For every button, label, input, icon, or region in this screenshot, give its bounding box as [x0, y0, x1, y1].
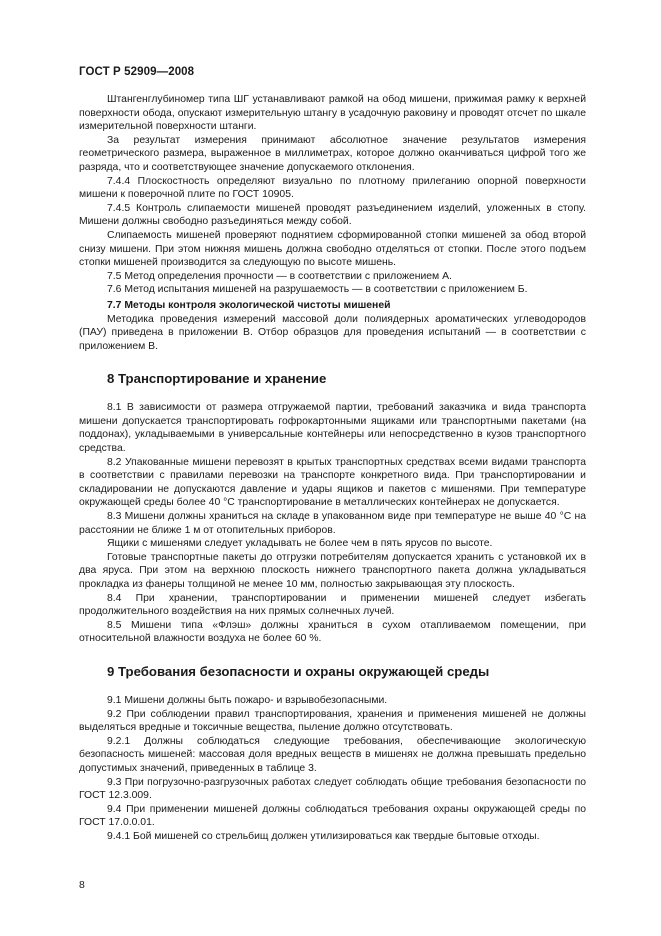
paragraph: Слипаемость мишеней проверяют поднятием сформированной стопки мишеней за обод второй снизу мишени. При этом нижняя мишень должна свободно отделяться от стопки. После этого подъем стопки мишеней производится за следующую по высоте мишень. [79, 229, 586, 269]
section-heading-8: 8 Транспортирование и хранение [107, 371, 327, 387]
page-number: 8 [79, 880, 85, 891]
paragraph: Ящики с мишенями следует укладывать не более чем в пять ярусов по высоте. [107, 538, 493, 550]
paragraph: Штангенглубиномер типа ШГ устанавливают рамкой на обод мишени, прижимая рамку к верхней поверхности обода, опускают измерительную штангу в усадочную раковину и проводят отсчет по шкале измерительной поверхности штанги. [79, 94, 586, 133]
paragraph: 9.1 Мишени должны быть пожаро- и взрывобезопасными. [107, 694, 388, 706]
paragraph: 9.3 При погрузочно-разгрузочных работах следует соблюдать общие требования безопасности по ГОСТ 12.3.009. [79, 776, 586, 802]
paragraph: 8.4 При хранении, транспортировании и применении мишеней следует избегать продолжительного воздействия на них прямых солнечных лучей. [79, 592, 586, 618]
paragraph: 9.4 При применении мишеней должны соблюдаться требования охраны окружающей среды по ГОСТ 17.0.0.01. [79, 803, 586, 829]
paragraph: 8.1 В зависимости от размера отгружаемой партии, требований заказчика и вида транспорта мишени допускается транспортировать гофрокартонными ящиками или транспортными пакетами (на поддонах), укладываемыми в универсальные контейнеры или непосредственно в кузов транспортного средства. [79, 402, 586, 455]
section-heading-9: 9 Требования безопасности и охраны окружающей среды [107, 663, 490, 679]
subsection-heading: 7.7 Методы контроля экологической чистоты мишеней [107, 299, 391, 311]
document-body [79, 93, 586, 844]
paragraph: Готовые транспортные пакеты до отгрузки потребителям допускается хранить с установкой их в два яруса. При этом на верхнюю плоскость нижнего транспортного пакета должна укладываться прокладка из фанеры толщиной не менее 10 мм, полностью закрывающая эту плоскость. [79, 551, 586, 590]
paragraph: 7.6 Метод испытания мишеней на разрушаемость — в соответствии с приложением Б. [107, 284, 528, 296]
paragraph: Методика проведения измерений массовой доли полиядерных ароматических углеводородов (ПАУ) приведена в приложении В. Отбор образцов для проведения испытаний — в соответствии с приложением В. [79, 313, 586, 352]
paragraph: 8.2 Упакованные мишени перевозят в крытых транспортных средствах всеми видами транспорта в соответствии с правилами перевозки на транспорте конкретного вида. При транспортировании и складировании не допускаются давление и удары ящиков и пакетов с мишенями. При температуре окружающей среды более 40 °С транспортирование в металлических контейнерах не допускается. [79, 456, 586, 509]
paragraph: 8.3 Мишени должны храниться на складе в упакованном виде при температуре не выше 40 °С на расстоянии не ближе 1 м от отопительных приборов. [79, 511, 586, 536]
paragraph: 7.5 Метод определения прочности — в соответствии с приложением А. [107, 270, 452, 282]
paragraph: 9.2.1 Должны соблюдаться следующие требования, обеспечивающие экологическую безопасность мишеней: массовая доля вредных веществ в мишенях не должна превышать предельно допустимых значений, приведенных в таблице 3. [79, 735, 586, 774]
paragraph: 7.4.4 Плоскостность определяют визуально по плотному прилеганию опорной поверхности мишени к поверочной плите по ГОСТ 10905. [79, 175, 586, 201]
document-code-header: ГОСТ Р 52909—2008 [79, 66, 195, 78]
paragraph: 9.2 При соблюдении правил транспортирования, хранения и применения мишеней не должны выделяться вредные и токсичные вещества, пыление должно отсутствовать. [79, 708, 586, 734]
paragraph: 9.4.1 Бой мишеней со стрельбищ должен утилизироваться как твердые бытовые отходы. [107, 830, 540, 842]
paragraph: 8.5 Мишени типа «Флэш» должны храниться в сухом отапливаемом помещении, при относительной влажности воздуха не более 60 %. [79, 619, 586, 645]
paragraph: За результат измерения принимают абсолютное значение результатов измерения геометрического размера, выраженное в миллиметрах, которое должно оканчиваться цифрой того же разряда, что и соответствующее значение допускаемого отклонения. [79, 134, 586, 173]
paragraph: 7.4.5 Контроль слипаемости мишеней проводят разъединением изделий, уложенных в стопу. Мишени должны свободно разъединяться между собой. [79, 202, 586, 228]
